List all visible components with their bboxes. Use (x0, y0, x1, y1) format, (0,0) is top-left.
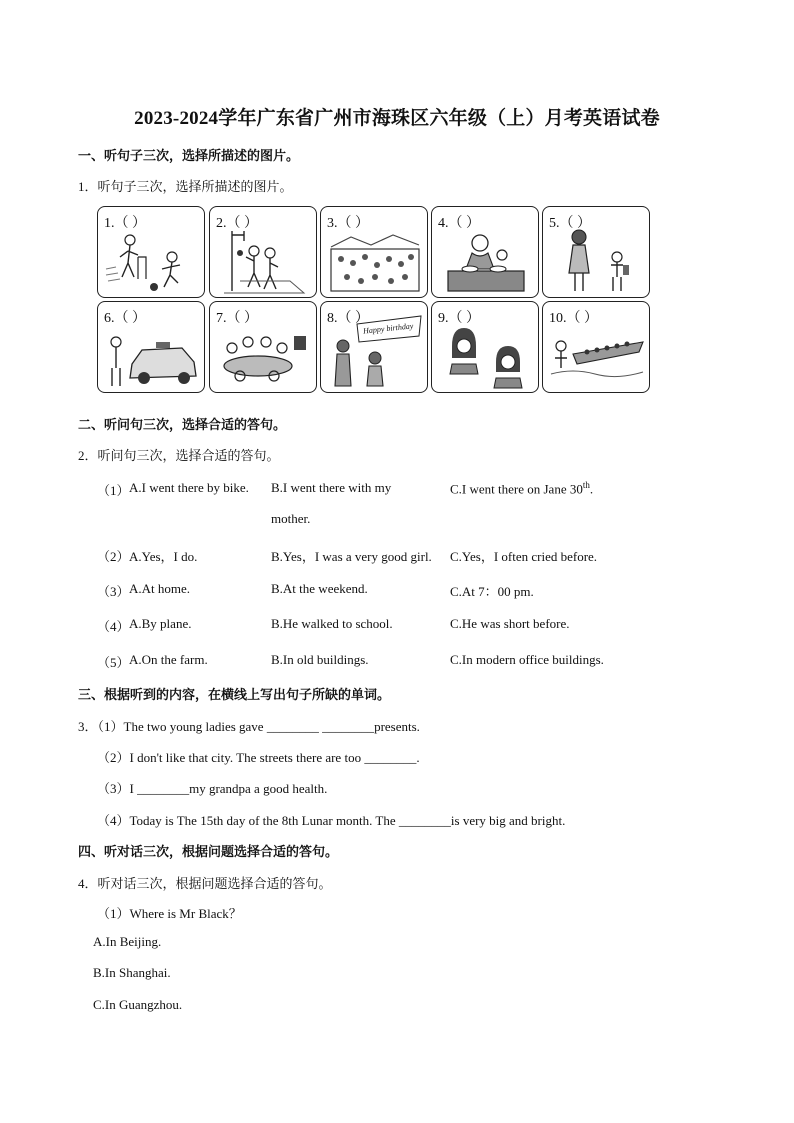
q2-option-a: A.By plane. (129, 616, 192, 631)
picture-label: 9.（ ） (438, 311, 480, 326)
q3-line-4: （4）Today is The 15th day of the 8th Lunar month. The ________is very big and bright. (97, 813, 566, 828)
q4-option-c: C.In Guangzhou. (93, 997, 183, 1012)
picture-grid (97, 206, 653, 396)
picture-label: 1.（ ） (104, 216, 146, 231)
q4-question: （1）Where is Mr Black？ (97, 906, 242, 921)
picture-label: 6.（ ） (104, 311, 146, 326)
picture-cell-8 (320, 301, 428, 393)
picture-label: 8.（ ） (327, 311, 369, 326)
section-heading-2: 二、听问句三次，选择合适的答句。 (78, 417, 287, 432)
picture-cell-9 (431, 301, 539, 393)
q2-option-b: B.Yes，I was a very good girl. (271, 549, 432, 564)
q2-option-b: B.He walked to school. (271, 616, 393, 631)
picture-label: 4.（ ） (438, 216, 480, 231)
picture-cell-4 (431, 206, 539, 298)
q4-option-a: A.In Beijing. (93, 934, 162, 949)
q2-option-c: C.I went there on Jane 30th. (450, 480, 594, 497)
picture-cell-7 (209, 301, 317, 393)
q2-item-number: （5） (97, 655, 130, 670)
picture-label: 3.（ ） (327, 216, 369, 231)
q2-option-b: B.In old buildings. (271, 652, 369, 667)
q2-option-c: C.Yes，I often cried before. (450, 549, 598, 564)
picture-label: 7.（ ） (216, 311, 258, 326)
q3-line-1: 3．（1）The two young ladies gave ________ ________presents. (78, 719, 420, 734)
q2-option-a: A.At home. (129, 581, 191, 596)
section-heading-3: 三、根据听到的内容，在横线上写出句子所缺的单词。 (78, 687, 391, 702)
picture-cell-2 (209, 206, 317, 298)
q4-option-b: B.In Shanghai. (93, 965, 171, 980)
page-title: 2023-2024学年广东省广州市海珠区六年级（上）月考英语试卷 (134, 108, 660, 129)
picture-cell-3 (320, 206, 428, 298)
picture-label: 10.（ ） (549, 311, 598, 326)
q2-option-c: C.At 7：00 pm. (450, 584, 534, 599)
question-4-stem: 4．听对话三次，根据问题选择合适的答句。 (78, 876, 332, 891)
picture-cell-5 (542, 206, 650, 298)
q2-option-b: B.At the weekend. (271, 581, 368, 596)
q2-option-a: A.On the farm. (129, 652, 208, 667)
question-1-stem: 1．听句子三次，选择所描述的图片。 (78, 179, 293, 194)
q2-option-c: C.He was short before. (450, 616, 570, 631)
question-2-stem: 2．听问句三次，选择合适的答句。 (78, 448, 280, 463)
q3-line-3: （3）I ________my grandpa a good health. (97, 781, 328, 796)
picture-label: 2.（ ） (216, 216, 258, 231)
picture-cell-10 (542, 301, 650, 393)
q2-item-number: （3） (97, 584, 130, 599)
picture-cell-1 (97, 206, 205, 298)
q2-option-b-continued: mother. (271, 511, 311, 526)
section-heading-1: 一、听句子三次，选择所描述的图片。 (78, 148, 300, 163)
q2-option-a: A.Yes，I do. (129, 549, 198, 564)
q2-option-a: A.I went there by bike. (129, 480, 249, 495)
q2-item-number: （1） (97, 483, 130, 498)
q2-item-number: （4） (97, 619, 130, 634)
q2-option-c: C.In modern office buildings. (450, 652, 604, 667)
picture-cell-6 (97, 301, 205, 393)
section-heading-4: 四、听对话三次，根据问题选择合适的答句。 (78, 844, 339, 859)
q2-item-number: （2） (97, 549, 130, 564)
q3-line-2: （2）I don't like that city. The streets there are too ________. (97, 750, 420, 765)
picture-label: 5.（ ） (549, 216, 591, 231)
birthday-banner-text: Happy birthday (362, 321, 414, 336)
q2-option-b: B.I went there with my (271, 480, 392, 495)
